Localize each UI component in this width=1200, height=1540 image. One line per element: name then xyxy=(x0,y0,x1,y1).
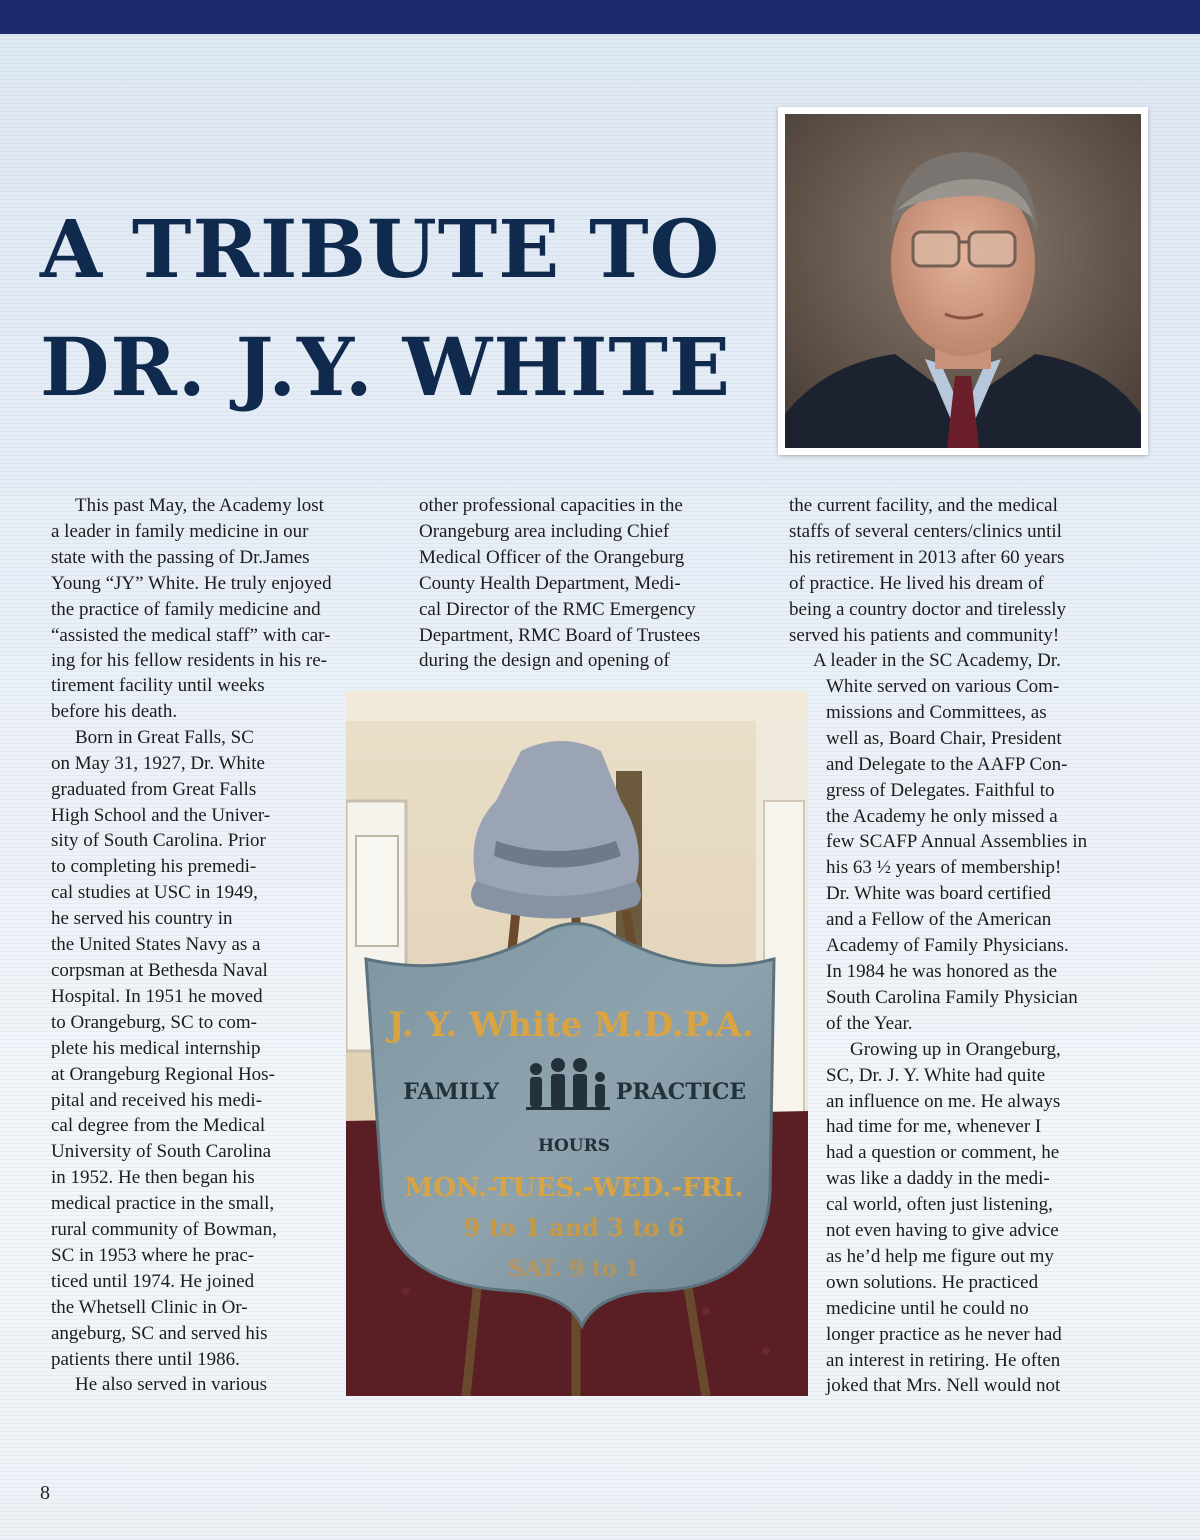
column-3-bottom xyxy=(826,674,1126,1399)
sign-photo-image xyxy=(346,691,808,1396)
col3-line: own solutions. He practiced xyxy=(826,1271,1039,1293)
col1-line: he served his country in xyxy=(51,908,233,930)
col3-line: and a Fellow of the American xyxy=(826,909,1052,931)
col3-line: cal world, often just listening, xyxy=(826,1194,1053,1216)
col3-line: few SCAFP Annual Assemblies in xyxy=(826,831,1088,853)
page-title xyxy=(40,190,760,426)
col1-line: angeburg, SC and served his xyxy=(51,1322,268,1344)
col2-line: cal Director of the RMC Emergency xyxy=(419,598,696,620)
page-number: 8 xyxy=(40,1482,50,1504)
col3-line: medicine until he could no xyxy=(826,1297,1029,1319)
col1-line: to Orangeburg, SC to com- xyxy=(51,1011,257,1033)
column-1-bottom xyxy=(51,673,336,1398)
col3-line: joked that Mrs. Nell would not xyxy=(826,1375,1061,1397)
col1-line: “assisted the medical staff” with car- xyxy=(51,624,331,646)
col1-line: He also served in various xyxy=(75,1374,268,1396)
col2-line: during the design and opening of xyxy=(419,650,670,672)
col3-line: the current facility, and the medical xyxy=(789,495,1058,516)
col3-line: South Carolina Family Physician xyxy=(826,986,1078,1008)
col3-line: missions and Committees, as xyxy=(826,701,1047,723)
col3-line: an interest in retiring. He often xyxy=(826,1349,1061,1371)
col3-line: SC, Dr. J. Y. White had quite xyxy=(826,1064,1046,1086)
col2-line: County Health Department, Medi- xyxy=(419,572,681,594)
column-3-top xyxy=(789,493,1139,674)
col1-line: a leader in family medicine in our xyxy=(51,520,309,542)
col3-line: as he’d help me figure out my xyxy=(826,1245,1054,1267)
col3-line: of practice. He lived his dream of xyxy=(789,572,1044,594)
col1-line: Born in Great Falls, SC xyxy=(75,726,254,748)
col1-line: graduated from Great Falls xyxy=(51,778,257,800)
col2-line: Medical Officer of the Orangeburg xyxy=(419,546,685,568)
sign-days: MON.-TUES.-WED.-FRI. xyxy=(404,1173,744,1203)
col3-line: of the Year. xyxy=(826,1012,913,1034)
col3-line: an influence on me. He always xyxy=(826,1090,1061,1112)
col3-line: being a country doctor and tirelessly xyxy=(789,598,1067,620)
col3-line: Growing up in Orangeburg, xyxy=(850,1038,1061,1060)
col3-line: White served on various Com- xyxy=(826,676,1060,697)
col3-line: A leader in the SC Academy, Dr. xyxy=(813,650,1061,672)
col2-line: other professional capacities in the xyxy=(419,495,683,516)
col3-line: his 63 ½ years of membership! xyxy=(826,857,1062,879)
col1-line: cal studies at USC in 1949, xyxy=(51,882,258,904)
col1-line: sity of South Carolina. Prior xyxy=(51,830,266,852)
column-1-top xyxy=(51,493,396,674)
col1-line: the practice of family medicine and xyxy=(51,598,321,620)
sign-hours: HOURS xyxy=(537,1136,611,1156)
sign-sat: SAT. 9 to 1 xyxy=(508,1256,640,1282)
sign-family: FAMILY xyxy=(403,1079,499,1105)
col3-line: and Delegate to the AAFP Con- xyxy=(826,753,1068,775)
col3-line: was like a daddy in the medi- xyxy=(826,1168,1050,1190)
col1-line: pital and received his medi- xyxy=(51,1089,263,1111)
col3-line: In 1984 he was honored as the xyxy=(826,960,1058,982)
col1-line: patients there until 1986. xyxy=(51,1348,240,1370)
header-bar xyxy=(0,0,1200,34)
col3-line: served his patients and community! xyxy=(789,624,1060,646)
col1-line: on May 31, 1927, Dr. White xyxy=(51,752,265,774)
title-line-1: A TRIBUTE TO xyxy=(40,202,721,296)
sign-practice: PRACTICE xyxy=(615,1079,747,1105)
col1-line: ing for his fellow residents in his re- xyxy=(51,650,327,672)
col1-line: state with the passing of Dr.James xyxy=(51,546,310,568)
col1-line: High School and the Univer- xyxy=(51,804,271,826)
col3-line: longer practice as he never had xyxy=(826,1323,1062,1345)
col1-line: plete his medical internship xyxy=(51,1037,261,1059)
col3-line: well as, Board Chair, President xyxy=(826,727,1062,749)
col3-line: the Academy he only missed a xyxy=(826,805,1058,827)
col3-line: had time for me, whenever I xyxy=(826,1116,1042,1138)
col3-line: his retirement in 2013 after 60 years xyxy=(789,546,1065,568)
col1-line: medical practice in the small, xyxy=(51,1193,275,1215)
col1-line: University of South Carolina xyxy=(51,1141,272,1163)
sign-title: J. Y. White M.D.P.A. xyxy=(388,1005,754,1045)
col1-line: the United States Navy as a xyxy=(51,934,261,956)
col1-line: SC in 1953 where he prac- xyxy=(51,1244,255,1266)
col1-line: before his death. xyxy=(51,700,178,722)
col1-line: at Orangeburg Regional Hos- xyxy=(51,1063,275,1085)
col2-line: Department, RMC Board of Trustees xyxy=(419,624,701,646)
col1-line: in 1952. He then began his xyxy=(51,1167,255,1189)
col1-line: tirement facility until weeks xyxy=(51,675,265,696)
col3-line: Academy of Family Physicians. xyxy=(826,935,1069,957)
col1-line: to completing his premedi- xyxy=(51,856,257,878)
sign-times: 9 to 1 and 3 to 6 xyxy=(463,1213,685,1242)
col3-line: not even having to give advice xyxy=(826,1220,1059,1242)
col1-line: ticed until 1974. He joined xyxy=(51,1270,255,1292)
sign-photo xyxy=(346,691,808,1396)
col3-line: had a question or comment, he xyxy=(826,1142,1060,1164)
col2-line: Orangeburg area including Chief xyxy=(419,520,670,542)
col3-line: gress of Delegates. Faithful to xyxy=(826,779,1055,801)
col1-line: the Whetsell Clinic in Or- xyxy=(51,1296,248,1318)
col1-line: This past May, the Academy lost xyxy=(75,495,324,516)
portrait-photo xyxy=(778,107,1148,455)
col1-line: rural community of Bowman, xyxy=(51,1219,277,1241)
portrait-image xyxy=(785,114,1141,448)
title-line-2: DR. J.Y. WHITE xyxy=(40,320,731,414)
col1-line: corpsman at Bethesda Naval xyxy=(51,959,268,981)
column-2 xyxy=(419,493,764,674)
col1-line: cal degree from the Medical xyxy=(51,1115,266,1137)
col1-line: Hospital. In 1951 he moved xyxy=(51,985,263,1007)
col3-line: staffs of several centers/clinics until xyxy=(789,520,1062,542)
col1-line: Young “JY” White. He truly enjoyed xyxy=(51,572,332,594)
col3-line: Dr. White was board certified xyxy=(826,883,1051,905)
